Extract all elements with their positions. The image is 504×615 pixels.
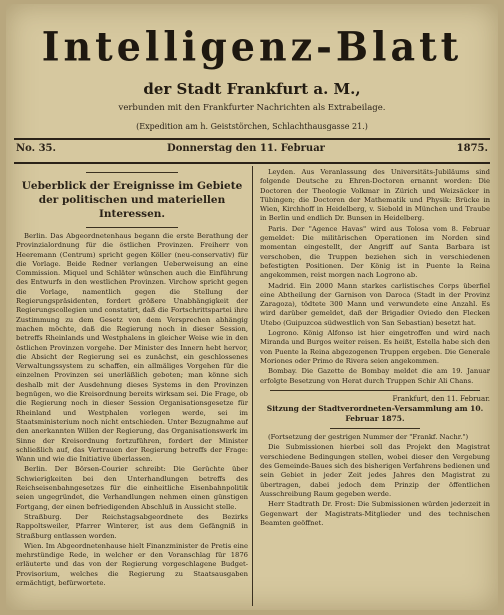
session-heading: Sitzung der Stadtverordneten-Versammlung am 10. Februar 1875. <box>266 404 484 424</box>
issue-year: 1875. <box>456 143 488 154</box>
column-divider <box>252 166 253 606</box>
article-paragraph: Logrono. König Alfonso ist hier eingetroffen und wird nach Miranda und Burgos weiter reisen. Es heißt, Estella habe sich den von Puente la Reina abgezogenen Truppen ergeben. Die Generale Moriones oder Primo de Rivera seien angekommen. <box>260 329 490 365</box>
article-paragraph: Madrid. Ein 2000 Mann starkes carlistisches Corps überfiel eine Abtheilung der Garnison von Daroca (Stadt in der Provinz Zaragoza), tödtete 300 Mann und verwundete eine Anzahl. Es wird darüber gemeldet, daß der Brigadier Oviedo den Flecken Utebo (Guipuzcoa südwestlich von San Sebastian) besetzt hat. <box>260 281 490 327</box>
session-note: (Fortsetzung der gestrigen Nummer der "Frankf. Nachr.") <box>268 433 469 442</box>
article-paragraph: Straßburg. Der Reichstagsabgeordnete des Bezirks Rappoltsweiler, Pfarrer Winterer, ist aus dem Gefängniß in Straßburg entlassen worden. <box>16 512 248 540</box>
section-rule <box>270 390 480 391</box>
issue-date: Donnerstag den 11. Februar <box>167 143 325 154</box>
header-rule <box>14 162 490 164</box>
right-column <box>260 168 490 608</box>
issue-number: No. 35. <box>16 143 56 154</box>
section-rule <box>330 428 420 429</box>
session-paragraph: Die Submissionen hierbei soll das Projekt den Magistrat verschiedene Bedingungen stellen, wobei dieser den Vergebung des Gemeinde-Baues sich des bisherigen Verfahrens bedienen und sein Gebiet in jeder Zeit jedes Jahres den Magistrat zu übertragen, dabei jedoch dem Prinzip der öffentlichen Ausschreibung Raum gegeben werde. <box>260 443 490 498</box>
dateline: Frankfurt, den 11. Februar. <box>392 394 490 403</box>
section-heading: Ueberblick der Ereignisse im Gebiete der politischen und materiellen Interessen. <box>21 180 243 220</box>
section-rule <box>86 172 178 173</box>
article-paragraph: Berlin. Der Börsen-Courier schreibt: Die Gerüchte über Schwierigkeiten bei den Unterhandlungen betreffs des Reichseisenbahngesetzes für die einheitliche Eisenbahnpolitik seien ungegründet, die Verhandlungen nehmen einen günstigen Fortgang, der einen befriedigenden Abschluß in Aussicht stelle. <box>16 465 248 511</box>
left-column <box>16 168 248 608</box>
article-paragraph: Bombay. Die Gazette de Bombay meldet die am 19. Januar erfolgte Besetzung von Herat durch Truppen Schir Ali Chans. <box>260 367 490 385</box>
top-rule <box>14 138 490 140</box>
expedition-note: (Expedition am h. Geiststörchen, Schlachthausgasse 21.) <box>136 122 368 131</box>
section-rule <box>86 227 178 228</box>
article-paragraph: Berlin. Das Abgeordnetenhaus begann die erste Berathung der Provinzialordnung für die östlichen Provinzen. Freiherr von Heeremann (Centrum) spricht gegen Köller (neu-conservativ) für die Vorlage. Beide Redner verlangen Ueberweisung an eine Commission. Miquel und Schläter wünschen auch die Einführung des Entwurfs in den westlichen Provinzen. Virchow spricht gegen die Vorlage, namentlich gegen die Stellung der Regierungspräsidenten, fordert größere Unabhängigkeit der Regierungscollegien und constatirt, daß die Fortschrittspartei ihre Zustimmung zu dem Gesetz von dem Versprechen abhängig machen möchte, daß die Regierung noch in dieser Session, betreffs Rheinlands und Westphalens in gleicher Weise wie in den östlichen Provinzen vorgehe. Der Minister des Innern hebt hervor, die Absicht der Regierung sei es zunächst, ein geschlossenes Verwaltungssystem zu schaffen, ein allmäliges Vorgehen für die einzelnen Provinzen sei unerläßlich geboten; man könne sich deshalb mit der Ausdehnung dieses Systems in den Provinzen begnügen, wo die Kreisordnung bereits wirksam sei. Die Frage, ob die Regierung noch in dieser Session Organisationsgesetze für Rheinland und Westphalen vorlegen werde, sei im Staatsministerium noch nicht entschieden. Unter Bezugnahme auf den anerkannten Willen der Regierung, das Organisationswerk im Sinne der Kreisordnung fortzuführen, fordert der Minister schließlich auf, das Vertrauen der Regierung betreffs der Frage: Wann und wie die Initiative überlassen. <box>16 232 248 464</box>
masthead-subtitle: der Stadt Frankfurt a. M., <box>143 80 361 98</box>
session-paragraph: Herr Stadtrath Dr. Frost: Die Submissionen würden jederzeit in Gegenwart der Magistrats-Mitglieder und des technischen Beamten geöffnet. <box>260 500 490 527</box>
article-paragraph: Wien. Im Abgeordnetenhause hielt Finanzminister de Pretis eine mehrstündige Rede, in welcher er den Voranschlag für 1876 erläuterte und das von der Regierung vorgeschlagene Budget-Provisorium, welches die Regierung zu Staatsausgaben ermächtigt, befürwortete. <box>16 541 248 587</box>
article-paragraph: Paris. Der "Agence Havas" wird aus Tolosa vom 8. Februar gemeldet: Die militärischen Operationen im Norden sind momentan eingestellt, der Angriff auf Santa Barbara ist verschoben, die Truppen beziehen sich in verschiedenen befestigten Positionen. Der König ist in Puente la Reina angekommen, reist morgen nach Logrono ab. <box>260 224 490 280</box>
masthead-subline: verbunden mit den Frankfurter Nachrichten als Extrabeilage. <box>118 103 386 113</box>
article-paragraph: Leyden. Aus Veranlassung des Universitäts-Jubiläums sind folgende Deutsche zu Ehren-Doctoren ernannt worden: Die Doctoren der Theologie Volkmar in Zürich und Weizsäcker in Tübingen; die Doctoren der Mathematik und Physik: Brücke in Wien, Kirchhoff in Heidelberg, v. Siebold in München und Traube in Berlin und endlich Dr. Bunsen in Heidelberg. <box>260 168 490 223</box>
newspaper-page <box>6 4 498 610</box>
masthead-title: Intelligenz-Blatt <box>41 22 463 71</box>
issue-bar <box>16 143 488 159</box>
